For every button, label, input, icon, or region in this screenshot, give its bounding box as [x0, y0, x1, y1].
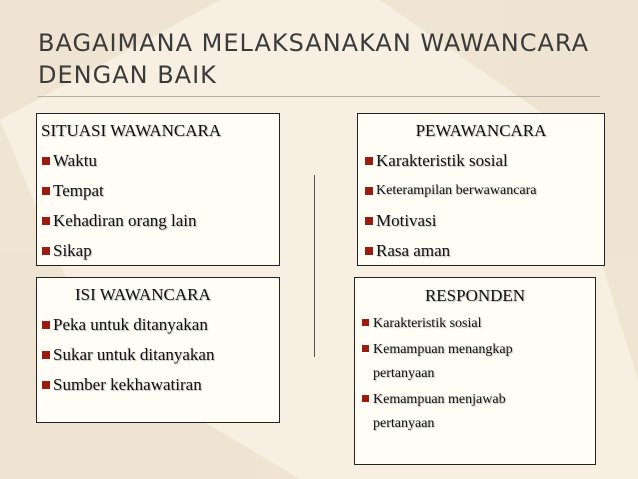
- square-bullet-icon: [365, 217, 373, 225]
- square-bullet-icon: [42, 381, 50, 389]
- responden-item-menjawab-cont: pertanyaan: [373, 416, 435, 431]
- square-bullet-icon: [362, 395, 369, 402]
- isi-item-sukar: Sukar untuk ditanyakan: [41, 343, 275, 367]
- situasi-item-waktu: Waktu: [41, 149, 275, 173]
- isi-item-sumber: Sumber kekhawatiran: [41, 373, 275, 397]
- pewawancara-item-rasa-aman: Rasa aman: [364, 239, 598, 263]
- square-bullet-icon: [42, 217, 50, 225]
- responden-item-menangkap-cont: pertanyaan: [373, 366, 435, 381]
- title-divider: [38, 96, 600, 97]
- situasi-item-kehadiran: Kehadiran orang lain: [41, 209, 275, 233]
- isi-item-peka: Peka untuk ditanyakan: [41, 313, 275, 337]
- responden-title: RESPONDEN: [424, 286, 526, 305]
- situasi-wawancara-title: SITUASI WAWANCARA: [41, 121, 222, 140]
- responden-item-menangkap: Kemampuan menangkap: [361, 339, 589, 361]
- square-bullet-icon: [42, 247, 50, 255]
- pewawancara-item-motivasi: Motivasi: [364, 209, 598, 233]
- slide-title-line-2: DENGAN BAIK: [38, 61, 217, 89]
- situasi-item-sikap: Sikap: [41, 239, 275, 263]
- square-bullet-icon: [365, 247, 373, 255]
- isi-wawancara-title: ISI WAWANCARA: [75, 285, 211, 304]
- pewawancara-title: PEWAWANCARA: [415, 121, 547, 140]
- situasi-item-tempat: Tempat: [41, 179, 275, 203]
- slide-title: [38, 27, 598, 91]
- pewawancara-item-keterampilan: Keterampilan berwawancara: [364, 179, 598, 203]
- center-divider: [314, 175, 315, 357]
- square-bullet-icon: [362, 345, 369, 352]
- responden-box: [354, 277, 596, 465]
- responden-item-karakteristik: Karakteristik sosial: [361, 313, 589, 335]
- responden-item-menjawab: Kemampuan menjawab: [361, 389, 589, 411]
- square-bullet-icon: [365, 157, 373, 165]
- isi-wawancara-box: [36, 277, 280, 423]
- square-bullet-icon: [362, 319, 369, 326]
- slide-title-line-1: BAGAIMANA MELAKSANAKAN WAWANCARA: [38, 29, 590, 57]
- situasi-wawancara-box: [36, 113, 280, 266]
- square-bullet-icon: [42, 187, 50, 195]
- square-bullet-icon: [365, 187, 373, 195]
- square-bullet-icon: [42, 321, 50, 329]
- pewawancara-item-karakteristik: Karakteristik sosial: [364, 149, 598, 173]
- square-bullet-icon: [42, 351, 50, 359]
- pewawancara-box: [357, 113, 605, 266]
- square-bullet-icon: [42, 157, 50, 165]
